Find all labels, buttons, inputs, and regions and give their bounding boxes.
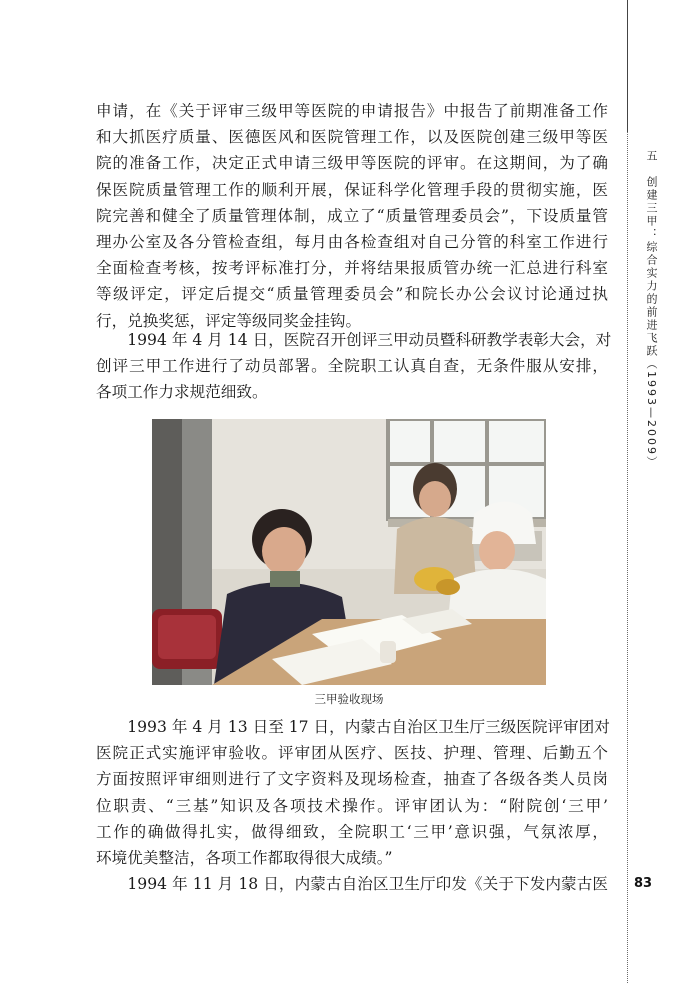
photo-caption: 三甲验收现场 [314,692,384,706]
text-line: 全面检查考核，按考评标准打分，并将结果报质管办统一汇总进行科室 [96,259,608,278]
text-line: 环境优美整洁，各项工作都取得很大成绩。” [96,849,393,868]
page-number: 83 [634,876,653,891]
margin-rule-solid [627,0,628,132]
text-line: 行，兑换奖惩，评定等级同奖金挂钩。 [96,311,362,330]
text-line: 保医院质量管理工作的顺利开展，保证科学化管理手段的贯彻实施，医 [96,180,608,199]
text-line: 1994 年 11 月 18 日，内蒙古自治区卫生厅印发《关于下发内蒙古医 [96,875,608,894]
paragraph-3 [96,714,608,897]
text-line: 工作的确做得扎实，做得细致，全院职工‘三甲’意识强，气氛浓厚， [96,822,608,841]
text-line: 创评三甲工作进行了动员部署。全院职工认真自查，无条件服从安排， [96,357,608,376]
text-line: 理办公室及各分管检查组，每月由各检查组对自己分管的科室工作进行 [96,233,608,252]
text-line: 1994 年 4 月 14 日，医院召开创评三甲动员暨科研教学表彰大会，对 [96,331,612,349]
running-head: 五 创建三甲：综合实力的前进飞跃（1993—2009） [645,150,658,469]
margin-rule [627,0,628,983]
paragraph-2 [96,327,612,406]
text-line: 申请，在《关于评审三级甲等医院的申请报告》中报告了前期准备工作 [96,102,608,120]
text-line: 方面按照评审细则进行了文字资料及现场检查，抽查了各级各类人员岗 [96,770,608,789]
text-line: 院的准备工作，决定正式申请三级甲等医院的评审。在这期间，为了确 [96,154,608,173]
text-line: 院完善和健全了质量管理体制，成立了“质量管理委员会”，下设质量管 [96,206,608,225]
text-line: 医院正式实施评审验收。评审团从医疗、医技、护理、管理、后勤五个 [96,744,608,763]
text-line: 和大抓医疗质量、医德医风和医院管理工作，以及医院创建三级甲等医 [96,128,608,147]
text-line: 1993 年 4 月 13 日至 17 日，内蒙古自治区卫生厅三级医院评审团对 [96,718,610,736]
text-line: 各项工作力求规范细致。 [96,383,268,402]
paragraph-1 [96,98,608,334]
inspection-photo [152,419,546,685]
text-line: 位职责、“三基”知识及各项技术操作。评审团认为：“附院创‘三甲’ [96,796,608,815]
text-line: 等级评定，评定后提交“质量管理委员会”和院长办公会议讨论通过执 [96,285,608,304]
